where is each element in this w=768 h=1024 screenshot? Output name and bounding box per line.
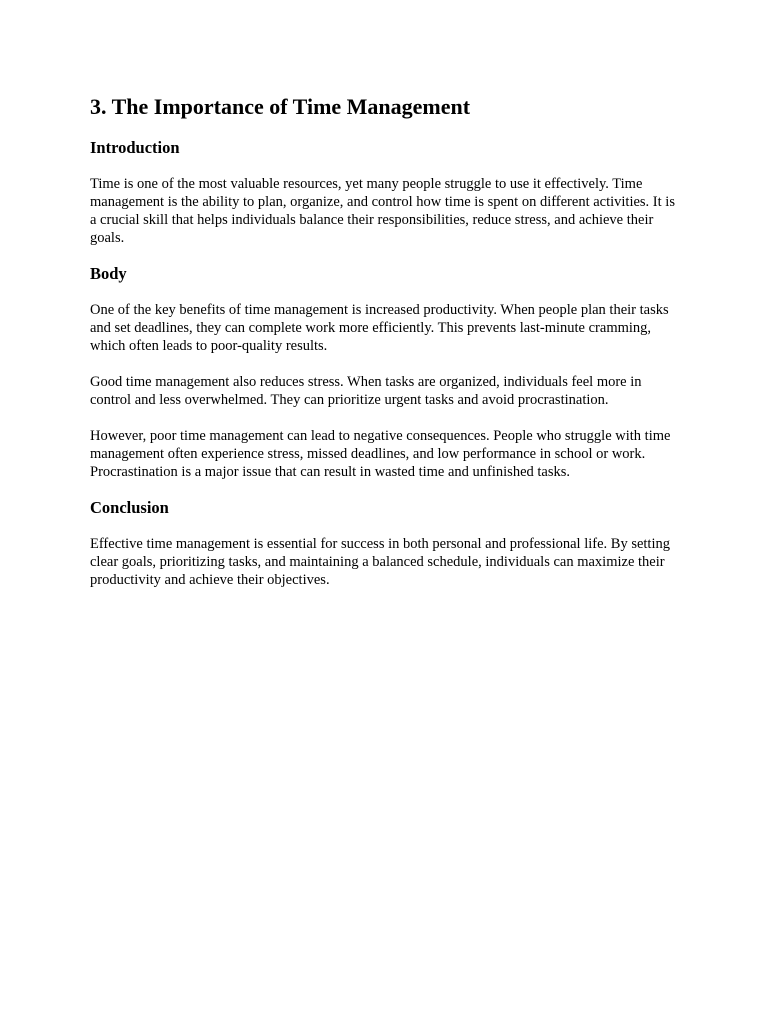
document-page xyxy=(90,93,680,589)
section-heading-introduction: Introduction xyxy=(90,138,180,157)
body-paragraph-2: Good time management also reduces stress. When tasks are organized, individuals feel more in control and less overwhelmed. They can prioritize urgent tasks and avoid procrastination. xyxy=(90,374,642,408)
conclusion-paragraph: Effective time management is essential for success in both personal and professional life. By setting clear goals, prioritizing tasks, and maintaining a balanced schedule, individuals can maximize their productivity and achieve their objectives. xyxy=(90,536,670,588)
section-heading-conclusion: Conclusion xyxy=(90,498,169,517)
body-paragraph-3: However, poor time management can lead to negative consequences. People who struggle with time management often experience stress, missed deadlines, and low performance in school or work. Procrastination is a major issue that can result in wasted time and unfinished tasks. xyxy=(90,428,671,480)
introduction-paragraph: Time is one of the most valuable resources, yet many people struggle to use it effectively. Time management is the ability to plan, organize, and control how time is spent on different activities. It is a crucial skill that helps individuals balance their responsibilities, reduce stress, and achieve their goals. xyxy=(90,176,675,246)
document-title: 3. The Importance of Time Management xyxy=(90,94,471,119)
section-heading-body: Body xyxy=(90,264,127,283)
body-paragraph-1: One of the key benefits of time management is increased productivity. When people plan their tasks and set deadlines, they can complete work more efficiently. This prevents last-minute cramming, which often leads to poor-quality results. xyxy=(90,302,669,354)
